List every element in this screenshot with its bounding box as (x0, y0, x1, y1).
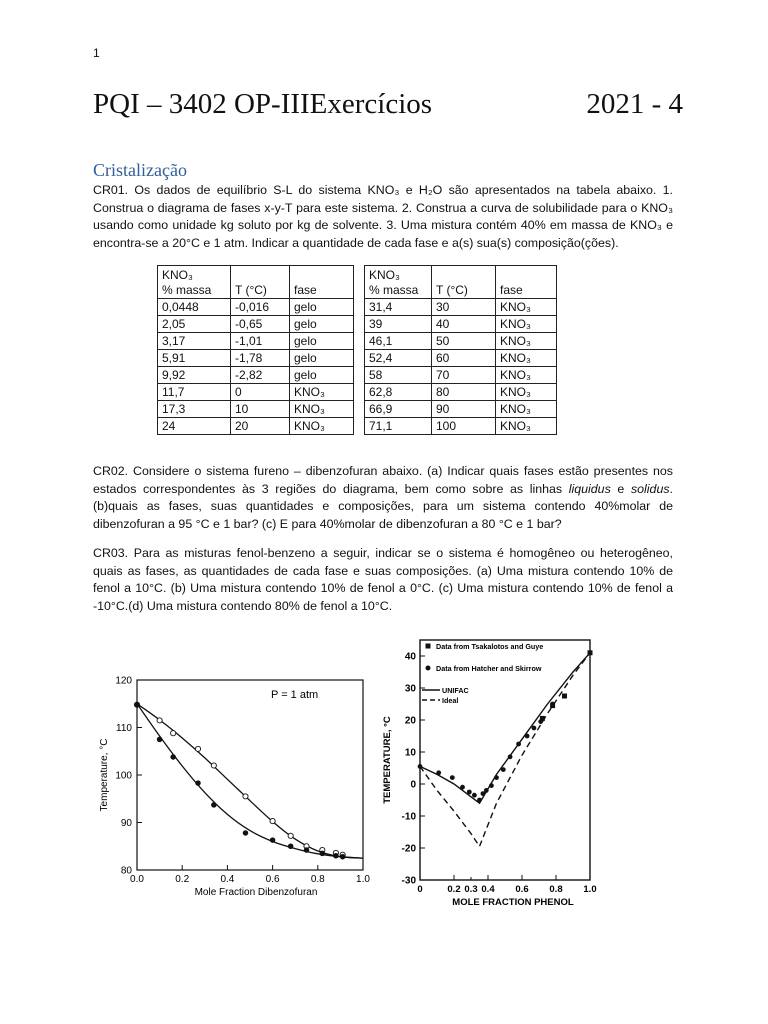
cr02-and: e (610, 481, 631, 496)
filled-data-point (135, 702, 140, 707)
dibenzofuran-phase-diagram (95, 672, 385, 912)
table-header-row (158, 266, 557, 299)
cr02-liquidus: liquidus (568, 481, 611, 496)
table-cell: 0,0448 (158, 299, 231, 316)
circle-data-point (484, 788, 489, 793)
y-tick-label: 80 (120, 865, 132, 877)
table-row (158, 384, 557, 401)
title-course: PQI – 3402 OP-IIIExercícios (93, 88, 433, 120)
y-tick-label: 10 (404, 747, 416, 759)
cr02-solidus: solidus (630, 481, 670, 496)
kno3-data-table (157, 265, 557, 435)
table-cell: KNO₃ (496, 350, 557, 367)
table-row (158, 299, 557, 316)
table-cell: 39 (365, 316, 432, 333)
table-cell: 20 (231, 418, 290, 435)
open-data-point (171, 731, 176, 736)
header-cell (365, 266, 432, 299)
table-gap (354, 299, 365, 316)
table-cell: 3,17 (158, 333, 231, 350)
filled-data-point (270, 838, 275, 843)
table-cell: 30 (432, 299, 496, 316)
table-cell: 9,92 (158, 367, 231, 384)
table-gap (354, 266, 365, 299)
table-gap (354, 316, 365, 333)
table-cell: gelo (290, 333, 354, 350)
table-gap (354, 333, 365, 350)
y-tick-label: 120 (115, 675, 132, 687)
table-cell: 24 (158, 418, 231, 435)
table-cell: 40 (432, 316, 496, 333)
filled-data-point (304, 848, 309, 853)
table-cell: 60 (432, 350, 496, 367)
x-tick-label: 0.6 (265, 874, 280, 885)
cr02-text (93, 463, 673, 534)
y-tick-label: -20 (401, 843, 416, 855)
circle-data-point (494, 775, 499, 780)
table-cell: 66,9 (365, 401, 432, 418)
circle-data-point (516, 742, 521, 747)
table-cell: -0,65 (231, 316, 290, 333)
circle-data-point (538, 719, 543, 724)
header-cell (158, 266, 231, 299)
table-cell: 5,91 (158, 350, 231, 367)
table-cell: 100 (432, 418, 496, 435)
table-cell: -2,82 (231, 367, 290, 384)
y-tick-label: 30 (404, 683, 416, 695)
circle-data-point (477, 798, 482, 803)
circle-data-point (508, 754, 513, 759)
y-tick-label: 100 (115, 770, 132, 782)
cr01-text: CR01. Os dados de equilíbrio S-L do sistema KNO₃ e H₂O são apresentados na tabela abaixo. 1. Construa o diagrama de fases x-y-T para este sistema. 2. Construa a curva de solubilidade para o KNO₃ usando como unidade kg soluto por kg de solvente. 3. Uma mistura contém 40% em massa de KNO₃ e encontra-se a 20°C e 1 atm. Indicar a quantidade de cada fase e a(s) sua(s) composição(ções). (93, 183, 673, 251)
header-massa: % massa (369, 283, 419, 297)
y-tick-label: -10 (401, 811, 416, 823)
table-row (158, 350, 557, 367)
x-tick-label: 1.0 (356, 874, 370, 885)
header-cell: T (°C) (432, 266, 496, 299)
header-cell: T (°C) (231, 266, 290, 299)
filled-data-point (288, 844, 293, 849)
table-row (158, 316, 557, 333)
open-data-point (270, 818, 275, 823)
table-gap (354, 401, 365, 418)
table-cell: 52,4 (365, 350, 432, 367)
open-data-point (243, 794, 248, 799)
table-cell: -0,016 (231, 299, 290, 316)
y-tick-label: 0 (410, 779, 416, 791)
plot-frame (420, 640, 590, 880)
table-gap (354, 418, 365, 435)
table-cell: 17,3 (158, 401, 231, 418)
table-cell: 50 (432, 333, 496, 350)
circle-data-point (489, 783, 494, 788)
solidus-curve (137, 704, 363, 858)
circle-data-point (436, 770, 441, 775)
table-cell: KNO₃ (496, 367, 557, 384)
filled-data-point (320, 851, 325, 856)
legend-circle-marker (426, 666, 431, 671)
y-axis-label: Temperature, °C (99, 738, 110, 812)
table-cell: -1,78 (231, 350, 290, 367)
table-cell: gelo (290, 299, 354, 316)
filled-data-point (243, 831, 248, 836)
table-cell: 70 (432, 367, 496, 384)
y-tick-label: 90 (120, 818, 132, 829)
x-tick-label: 0 (417, 884, 423, 895)
legend-square-marker (426, 644, 431, 649)
cr02-part-b: . (b)quais as fases, suas quantidades e composições, para um sistema contendo 40%molar de dibenzofuran a 95 °C e 1 bar? (c) E para 40%molar de dibenzofuran a 80 °C e 1 bar? (93, 481, 673, 532)
circle-data-point (525, 734, 530, 739)
x-tick-label: 0.6 (515, 884, 529, 895)
page-number: 1 (93, 46, 100, 60)
header-kno3: KNO₃ (162, 268, 193, 282)
x-tick-label: 0.4 (220, 874, 235, 885)
header-kno3: KNO₃ (369, 268, 400, 282)
phenol-benzene-phase-diagram (378, 630, 608, 910)
circle-data-point (460, 785, 465, 790)
x-tick-label: 0.3 (464, 884, 478, 895)
x-tick-label: 0.4 (481, 884, 495, 895)
table-cell: 46,1 (365, 333, 432, 350)
exercise-cr03 (93, 545, 673, 616)
table-cell: 62,8 (365, 384, 432, 401)
table-cell: gelo (290, 367, 354, 384)
circle-data-point (418, 764, 423, 769)
table-gap (354, 367, 365, 384)
table-cell: 10 (231, 401, 290, 418)
legend-label: UNIFAC (442, 686, 469, 695)
table-gap (354, 384, 365, 401)
table-cell: 58 (365, 367, 432, 384)
circle-data-point (472, 793, 477, 798)
table-cell: KNO₃ (496, 401, 557, 418)
table-cell: 90 (432, 401, 496, 418)
y-tick-label: 20 (404, 715, 416, 727)
filled-data-point (157, 737, 162, 742)
legend-label: Data from Tsakalotos and Guye (436, 642, 544, 651)
header-cell: fase (496, 266, 557, 299)
open-data-point (288, 833, 293, 838)
y-axis-label: TEMPERATURE, °C (382, 716, 393, 804)
cr02-part-a: CR02. Considere o sistema fureno – dibenzofuran abaixo. (a) Indicar quais fases estão presentes nos estados correspondentes às 3 regiões do diagrama, bem como sobre as linhas (93, 464, 673, 496)
circle-data-point (501, 767, 506, 772)
table-cell: 80 (432, 384, 496, 401)
circle-data-point (532, 726, 537, 731)
table-row (158, 333, 557, 350)
title-year: 2021 - 4 (586, 88, 683, 120)
table-cell: KNO₃ (290, 401, 354, 418)
plot-frame (137, 680, 363, 870)
square-data-point (562, 694, 567, 699)
table-cell: KNO₃ (496, 384, 557, 401)
table-cell: 11,7 (158, 384, 231, 401)
x-axis-label: MOLE FRACTION PHENOL (452, 897, 574, 908)
exercise-cr02 (93, 463, 673, 534)
section-heading: Cristalização (93, 160, 187, 180)
y-tick-label: 40 (404, 651, 416, 663)
filled-data-point (212, 803, 217, 808)
page-title (93, 88, 683, 121)
unifac-curve (420, 653, 590, 803)
filled-data-point (340, 854, 345, 859)
x-tick-label: 1.0 (583, 884, 597, 895)
table-cell: -1,01 (231, 333, 290, 350)
header-massa: % massa (162, 283, 212, 297)
liquidus-curve (137, 704, 363, 858)
x-tick-label: 0.2 (175, 874, 190, 885)
x-tick-label: 0.8 (310, 874, 325, 885)
table-row (158, 401, 557, 418)
circle-data-point (550, 702, 555, 707)
cr03-text: CR03. Para as misturas fenol-benzeno a seguir, indicar se o sistema é homogêneo ou heterogêneo, quais as fases, as quantidades de cada fase e suas composições. (a) Uma mistura contendo 10% de fenol a 10°C. (b) Uma mistura contendo 10% de fenol a 0°C. (c) Uma mistura contendo 10% de fenol a -10°C.(d) Uma mistura contendo 80% de fenol a 10°C. (93, 546, 673, 614)
open-data-point (157, 718, 162, 723)
table-gap (354, 350, 365, 367)
table-cell: KNO₃ (290, 384, 354, 401)
table-cell: KNO₃ (496, 333, 557, 350)
table-cell: gelo (290, 316, 354, 333)
x-axis-label: Mole Fraction Dibenzofuran (194, 887, 318, 898)
open-data-point (195, 746, 200, 751)
table-cell: 71,1 (365, 418, 432, 435)
legend-label: Ideal (442, 696, 459, 705)
table-cell: 0 (231, 384, 290, 401)
open-data-point (211, 763, 216, 768)
x-tick-label: 0.0 (130, 874, 144, 885)
x-tick-label: 0.8 (549, 884, 563, 895)
y-tick-label: 110 (116, 723, 132, 734)
table-row (158, 367, 557, 384)
table-cell: KNO₃ (496, 299, 557, 316)
circle-data-point (467, 790, 472, 795)
y-tick-label: -30 (401, 875, 416, 887)
exercise-cr01 (93, 182, 673, 253)
table-cell: KNO₃ (496, 316, 557, 333)
pressure-annotation: P = 1 atm (271, 689, 319, 701)
legend-label: Data from Hatcher and Skirrow (436, 664, 542, 673)
filled-data-point (171, 755, 176, 760)
table-cell: gelo (290, 350, 354, 367)
table-cell: KNO₃ (496, 418, 557, 435)
table-cell: KNO₃ (290, 418, 354, 435)
header-cell: fase (290, 266, 354, 299)
circle-data-point (450, 775, 455, 780)
table-cell: 2,05 (158, 316, 231, 333)
square-data-point (588, 650, 593, 655)
x-tick-label: 0.2 (447, 884, 461, 895)
filled-data-point (196, 781, 201, 786)
filled-data-point (334, 853, 339, 858)
table-row (158, 418, 557, 435)
table-cell: 31,4 (365, 299, 432, 316)
